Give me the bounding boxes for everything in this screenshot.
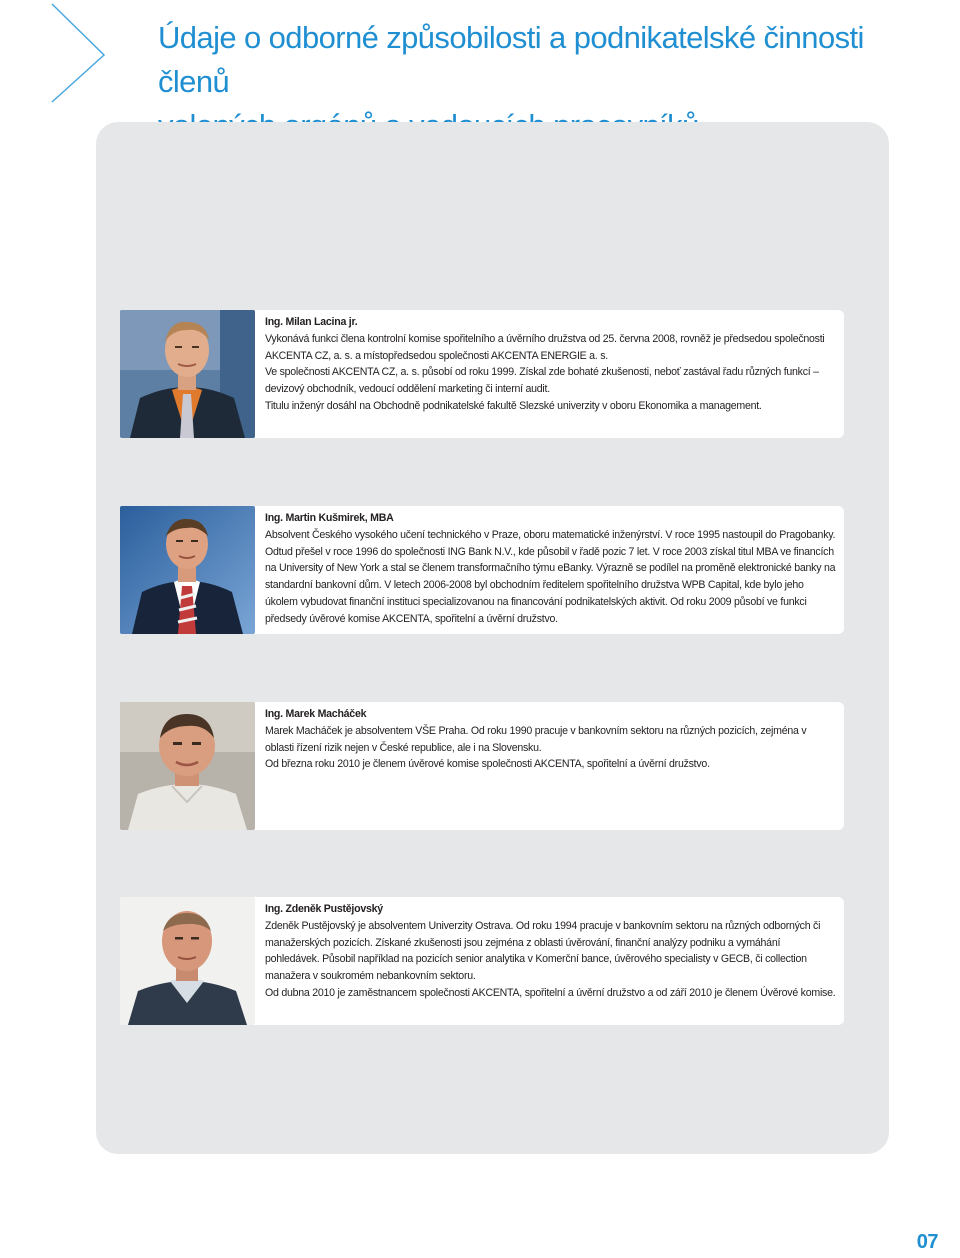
member-bio-paragraph: Vykonává funkci člena kontrolní komise spořitelního a úvěrního družstva od 25. června 2008, rovněž je předsedou společnosti AKCENTA CZ, a. s. a místopředsedou společnosti AKCENTA ENERGIE a. s.: [265, 332, 825, 362]
member-card-machacek: [120, 702, 844, 830]
portrait-photo-kusmirek: [120, 506, 255, 634]
member-name: Ing. Martin Kušmirek, MBA: [265, 512, 394, 524]
member-card-lacina: [120, 310, 844, 438]
page-number: 07: [916, 1231, 938, 1253]
member-card-kusmirek: [120, 506, 844, 634]
member-bio-pustejovsky: [265, 901, 837, 1002]
page-title-line-1: Údaje o odborné způsobilosti a podnikatelské činnosti členů: [158, 20, 864, 99]
member-bio-kusmirek: [265, 510, 837, 628]
member-bio-lacina: [265, 314, 837, 415]
portrait-photo-lacina: [120, 310, 255, 438]
member-name: Ing. Marek Macháček: [265, 708, 367, 720]
member-name: Ing. Zdeněk Pustějovský: [265, 903, 383, 915]
portrait-photo-machacek: [120, 702, 255, 830]
decorative-chevron-icon: [0, 0, 110, 110]
member-bio-paragraph: Zdeněk Pustějovský je absolventem Univerzity Ostrava. Od roku 1994 pracuje v bankovním sektoru na různých odborných či manažerských pozicích. Získané zkušenosti jsou zejména z oblasti úvěrování, finanční analýzy podniku a vymáhání pohledávek. Působil například na pozicích senior analytika v Komerční bance, úvěrového specialisty v GECB, či collection manažera v soukromém nebankovním sektoru.: [265, 919, 821, 983]
member-bio-paragraph: Titulu inženýr dosáhl na Obchodně podnikatelské fakultě Slezské univerzity v oboru Ekonomika a management.: [265, 399, 762, 412]
member-bio-paragraph: Od března roku 2010 je členem úvěrové komise společnosti AKCENTA, spořitelní a úvěrní družstvo.: [265, 758, 710, 771]
member-card-pustejovsky: [120, 897, 844, 1025]
portrait-photo-pustejovsky: [120, 897, 255, 1025]
member-bio-paragraph: Od dubna 2010 je zaměstnancem společnosti AKCENTA, spořitelní a úvěrní družstvo a od září 2010 je členem Úvěrové komise.: [265, 986, 836, 999]
member-name: Ing. Milan Lacina jr.: [265, 316, 358, 328]
member-bio-paragraph: Marek Macháček je absolventem VŠE Praha. Od roku 1990 pracuje v bankovním sektoru na různých pozicích, zejména v oblasti řízení rizik nejen v České republice, ale i na Slovensku.: [265, 724, 807, 754]
member-bio-paragraph: Absolvent Českého vysokého učení technického v Praze, oboru matematické inženýrství. V roce 1995 nastoupil do Pragobanky. Odtud přešel v roce 1996 do společnosti ING Bank N.V., kde působil v řadě pozic 7 let. V roce 2003 získal titul MBA ve financích na University of New York a stal se členem transformačního týmu eBanky. Výrazně se podílel na proměně elektronické banky na standardní bankovní dům. V letech 2006-2008 byl obchodním ředitelem spořitelního družstva WPB Capital, kde bylo jeho úkolem vybudovat finanční instituci specializovanou na financování podnikatelských aktivit. Od roku 2009 působí ve funkci předsedy úvěrové komise AKCENTA, spořitelní a úvěrní družstvo.: [265, 528, 836, 625]
member-bio-paragraph: Ve společnosti AKCENTA CZ, a. s. působí od roku 1999. Získal zde bohaté zkušenosti, neboť zastával řadu různých funkcí – devizový obchodník, vedoucí oddělení marketing či interní audit.: [265, 366, 819, 396]
member-bio-machacek: [265, 706, 837, 773]
